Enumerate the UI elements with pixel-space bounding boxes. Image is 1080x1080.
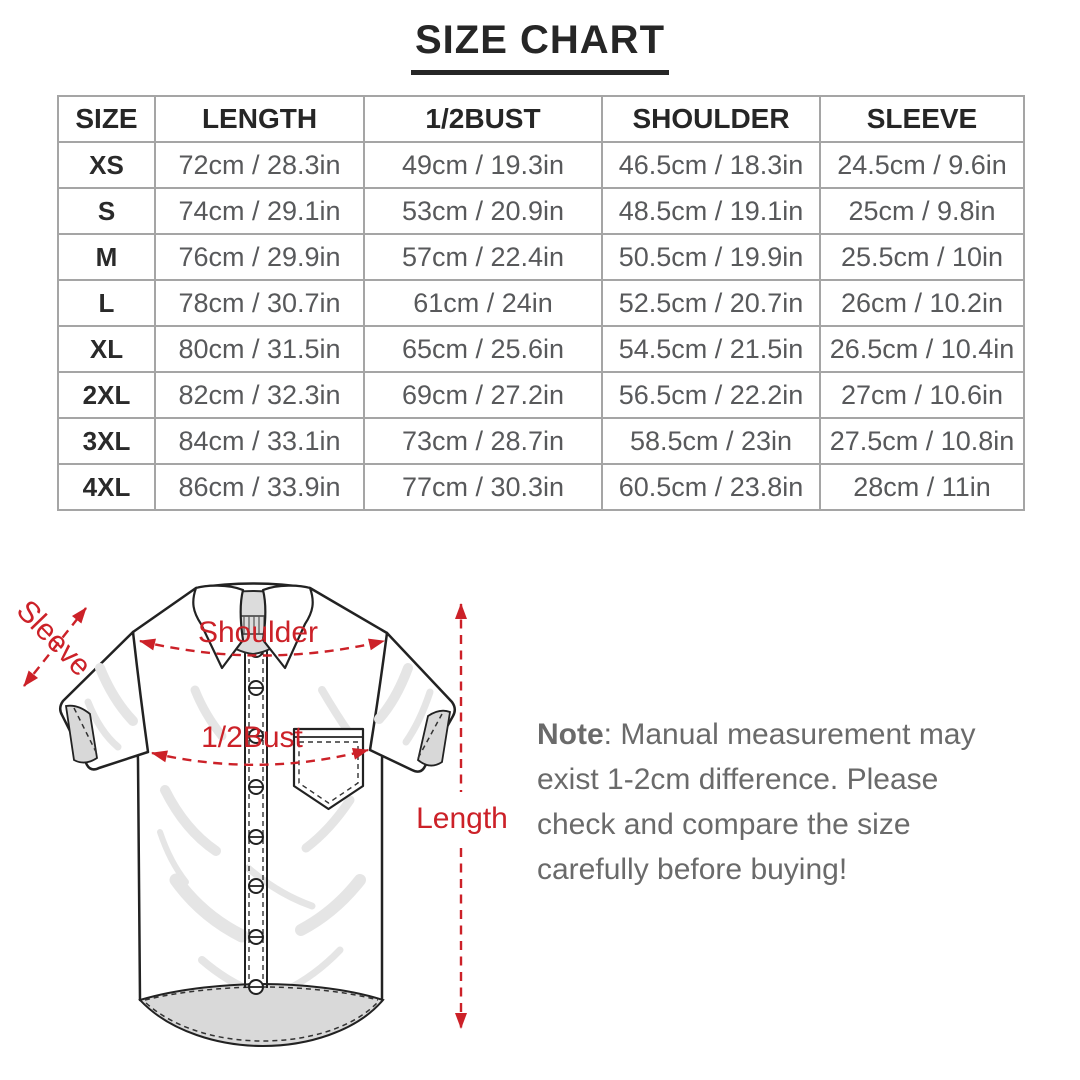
- table-row: [58, 326, 1024, 372]
- measurement-cell: 26cm / 10.2in: [820, 280, 1024, 326]
- sleeve-label: Sleeve: [9, 593, 98, 683]
- measurement-cell: 25.5cm / 10in: [820, 234, 1024, 280]
- note-label: Note: [537, 718, 604, 751]
- header-row: [58, 96, 1024, 142]
- measurement-cell: 82cm / 32.3in: [155, 372, 364, 418]
- size-cell: M: [58, 234, 155, 280]
- size-cell: 4XL: [58, 464, 155, 510]
- size-cell: S: [58, 188, 155, 234]
- measurement-note: [537, 712, 1005, 892]
- measurement-cell: 50.5cm / 19.9in: [602, 234, 820, 280]
- measurement-cell: 48.5cm / 19.1in: [602, 188, 820, 234]
- table-row: [58, 464, 1024, 510]
- size-cell: XS: [58, 142, 155, 188]
- size-cell: 2XL: [58, 372, 155, 418]
- measurement-cell: 58.5cm / 23in: [602, 418, 820, 464]
- measurement-cell: 54.5cm / 21.5in: [602, 326, 820, 372]
- measurement-cell: 78cm / 30.7in: [155, 280, 364, 326]
- page-title: SIZE CHART: [411, 18, 669, 75]
- title-area: [0, 18, 1080, 75]
- measurement-cell: 74cm / 29.1in: [155, 188, 364, 234]
- column-header-sleeve: SLEEVE: [820, 96, 1024, 142]
- column-header-length: LENGTH: [155, 96, 364, 142]
- measurement-cell: 69cm / 27.2in: [364, 372, 602, 418]
- table-row: [58, 418, 1024, 464]
- measurement-cell: 77cm / 30.3in: [364, 464, 602, 510]
- measurement-cell: 86cm / 33.9in: [155, 464, 364, 510]
- column-header-bust: 1/2BUST: [364, 96, 602, 142]
- measurement-cell: 73cm / 28.7in: [364, 418, 602, 464]
- measurement-cell: 76cm / 29.9in: [155, 234, 364, 280]
- measurement-cell: 72cm / 28.3in: [155, 142, 364, 188]
- measurement-cell: 61cm / 24in: [364, 280, 602, 326]
- measurement-cell: 65cm / 25.6in: [364, 326, 602, 372]
- size-table-body: [58, 142, 1024, 510]
- measurement-cell: 28cm / 11in: [820, 464, 1024, 510]
- size-cell: 3XL: [58, 418, 155, 464]
- table-row: [58, 188, 1024, 234]
- column-header-shoulder: SHOULDER: [602, 96, 820, 142]
- measurement-cell: 49cm / 19.3in: [364, 142, 602, 188]
- measurement-cell: 60.5cm / 23.8in: [602, 464, 820, 510]
- size-cell: XL: [58, 326, 155, 372]
- measurement-cell: 24.5cm / 9.6in: [820, 142, 1024, 188]
- measurement-cell: 27.5cm / 10.8in: [820, 418, 1024, 464]
- note-text: : Manual measurement may exist 1-2cm difference. Please check and compare the size carefully before buying!: [537, 718, 976, 886]
- bust-label: 1/2Bust: [201, 721, 303, 754]
- measurement-cell: 56.5cm / 22.2in: [602, 372, 820, 418]
- size-table: [57, 95, 1025, 511]
- table-row: [58, 142, 1024, 188]
- measurement-cell: 52.5cm / 20.7in: [602, 280, 820, 326]
- length-label: Length: [416, 802, 508, 835]
- measurement-cell: 84cm / 33.1in: [155, 418, 364, 464]
- measurement-cell: 46.5cm / 18.3in: [602, 142, 820, 188]
- table-row: [58, 280, 1024, 326]
- shoulder-label: Shoulder: [197, 616, 319, 649]
- column-header-size: SIZE: [58, 96, 155, 142]
- table-row: [58, 372, 1024, 418]
- size-cell: L: [58, 280, 155, 326]
- table-row: [58, 234, 1024, 280]
- measurement-cell: 57cm / 22.4in: [364, 234, 602, 280]
- shirt-measurement-diagram: [0, 558, 525, 1073]
- size-table-header: [58, 96, 1024, 142]
- measurement-cell: 25cm / 9.8in: [820, 188, 1024, 234]
- measurement-cell: 80cm / 31.5in: [155, 326, 364, 372]
- measurement-cell: 27cm / 10.6in: [820, 372, 1024, 418]
- measurement-cell: 26.5cm / 10.4in: [820, 326, 1024, 372]
- measurement-cell: 53cm / 20.9in: [364, 188, 602, 234]
